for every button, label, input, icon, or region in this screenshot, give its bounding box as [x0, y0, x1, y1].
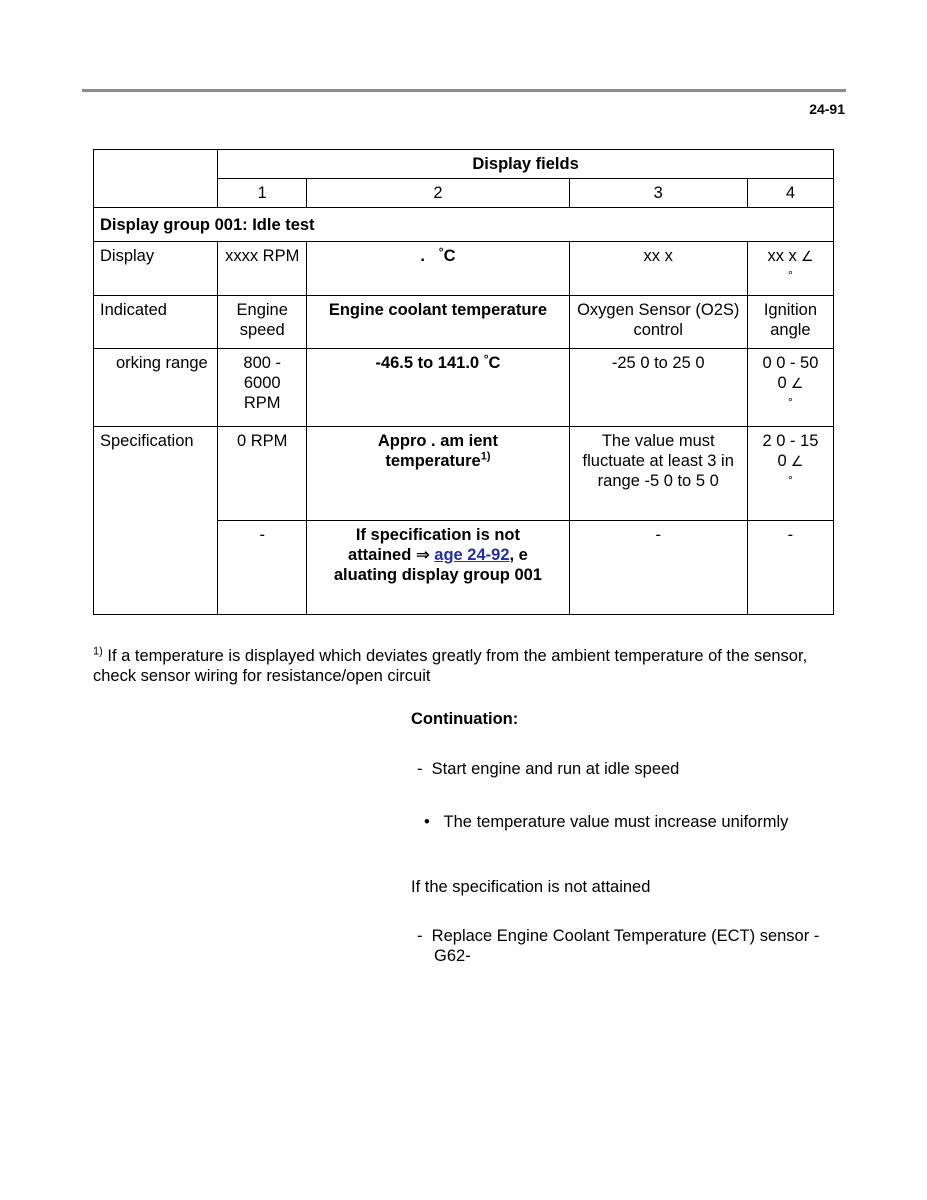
attain-row-f2 — [307, 521, 569, 615]
step-start-text: Start engine and run at idle speed — [431, 760, 680, 778]
indicated-row-f4: Ignition angle — [747, 296, 833, 349]
footnote-marker: 1) — [93, 645, 103, 658]
bullet-text: The temperature value must increase uniformly — [443, 813, 789, 831]
step-replace-text: Replace Engine Coolant Temperature (ECT) sensor -G62- — [431, 927, 820, 965]
header-rule — [82, 89, 846, 92]
corner-cell — [94, 150, 218, 208]
dash-marker: - — [417, 760, 423, 778]
display-row-f1: xxxx RPM — [218, 242, 307, 296]
footnote — [93, 646, 833, 686]
footnote-ref: 1) — [480, 450, 491, 463]
display-f4-value: xx x — [767, 247, 797, 265]
spec-f4-value: 2 0 - 15 0 — [762, 432, 819, 470]
degree-icon: ° — [788, 395, 793, 409]
working-row-f1: 800 - 6000 RPM — [218, 349, 307, 427]
field-number-3: 3 — [569, 179, 747, 208]
working-row-f3: -25 0 to 25 0 — [569, 349, 747, 427]
group-title: Display group 001: Idle test — [94, 208, 834, 242]
indicated-row-label: Indicated — [94, 296, 218, 349]
degree-icon: ° — [483, 352, 489, 366]
attain-row-f1: - — [218, 521, 307, 615]
page-number: 24-91 — [809, 101, 845, 117]
dash-marker: - — [417, 927, 423, 945]
indicated-row-f2: Engine coolant temperature — [307, 296, 569, 349]
display-fields-table — [93, 149, 834, 615]
continuation-title: Continuation: — [411, 710, 519, 728]
angle-icon: ∠ — [800, 248, 814, 264]
indicated-row-f1: Engine speed — [218, 296, 307, 349]
working-f2-value: -46.5 to 141.0 — [375, 354, 480, 372]
degree-icon: ° — [438, 245, 444, 259]
spec-row-f1: 0 RPM — [218, 427, 307, 521]
page-link[interactable]: age 24-92 — [434, 546, 510, 564]
step-start-engine — [414, 759, 834, 779]
condition-text: If the specification is not attained — [411, 878, 651, 896]
working-row-f4 — [747, 349, 833, 427]
degree-icon: ° — [788, 473, 793, 487]
display-row-label: Display — [94, 242, 218, 296]
attain-row-f3: - — [569, 521, 747, 615]
angle-icon: ∠ — [790, 375, 804, 391]
bullet-temperature — [411, 812, 802, 832]
working-row-f2 — [307, 349, 569, 427]
display-row-f3: xx x — [569, 242, 747, 296]
field-number-4: 4 — [747, 179, 833, 208]
spec-row-label: Specification — [94, 427, 218, 615]
field-number-2: 2 — [307, 179, 569, 208]
spec-row-f2 — [307, 427, 569, 521]
working-range-text: orking range — [116, 354, 208, 372]
working-row-label — [94, 349, 218, 427]
footnote-text: If a temperature is displayed which deviates greatly from the ambient temperature of the sensor, check sensor wiring for resistance/open circuit — [93, 647, 808, 685]
spec-row-f3: The value must fluctuate at least 3 in range -5 0 to 5 0 — [569, 427, 747, 521]
display-row-f4 — [747, 242, 833, 296]
display-fields-header: Display fields — [218, 150, 834, 179]
display-f2-unit: C — [443, 247, 456, 265]
attain-row-f4: - — [747, 521, 833, 615]
attain-f2-pre: If specification is not attained ⇒ — [348, 526, 520, 564]
step-replace-sensor — [414, 926, 824, 966]
display-row-f2 — [307, 242, 569, 296]
working-f4-value: 0 0 - 50 0 — [762, 354, 819, 392]
attain-f2-post: , e aluating display group 001 — [333, 546, 542, 584]
working-f2-unit: C — [488, 354, 501, 372]
spec-row-f4 — [747, 427, 833, 521]
field-number-1: 1 — [218, 179, 307, 208]
angle-icon: ∠ — [790, 453, 804, 469]
bullet-icon: • — [424, 813, 430, 831]
spec-f2-text: Appro . am ient temperature — [377, 432, 498, 470]
indicated-row-f3: Oxygen Sensor (O2S) control — [569, 296, 747, 349]
display-f2-value: . — [420, 247, 425, 265]
degree-icon: ° — [788, 268, 793, 282]
